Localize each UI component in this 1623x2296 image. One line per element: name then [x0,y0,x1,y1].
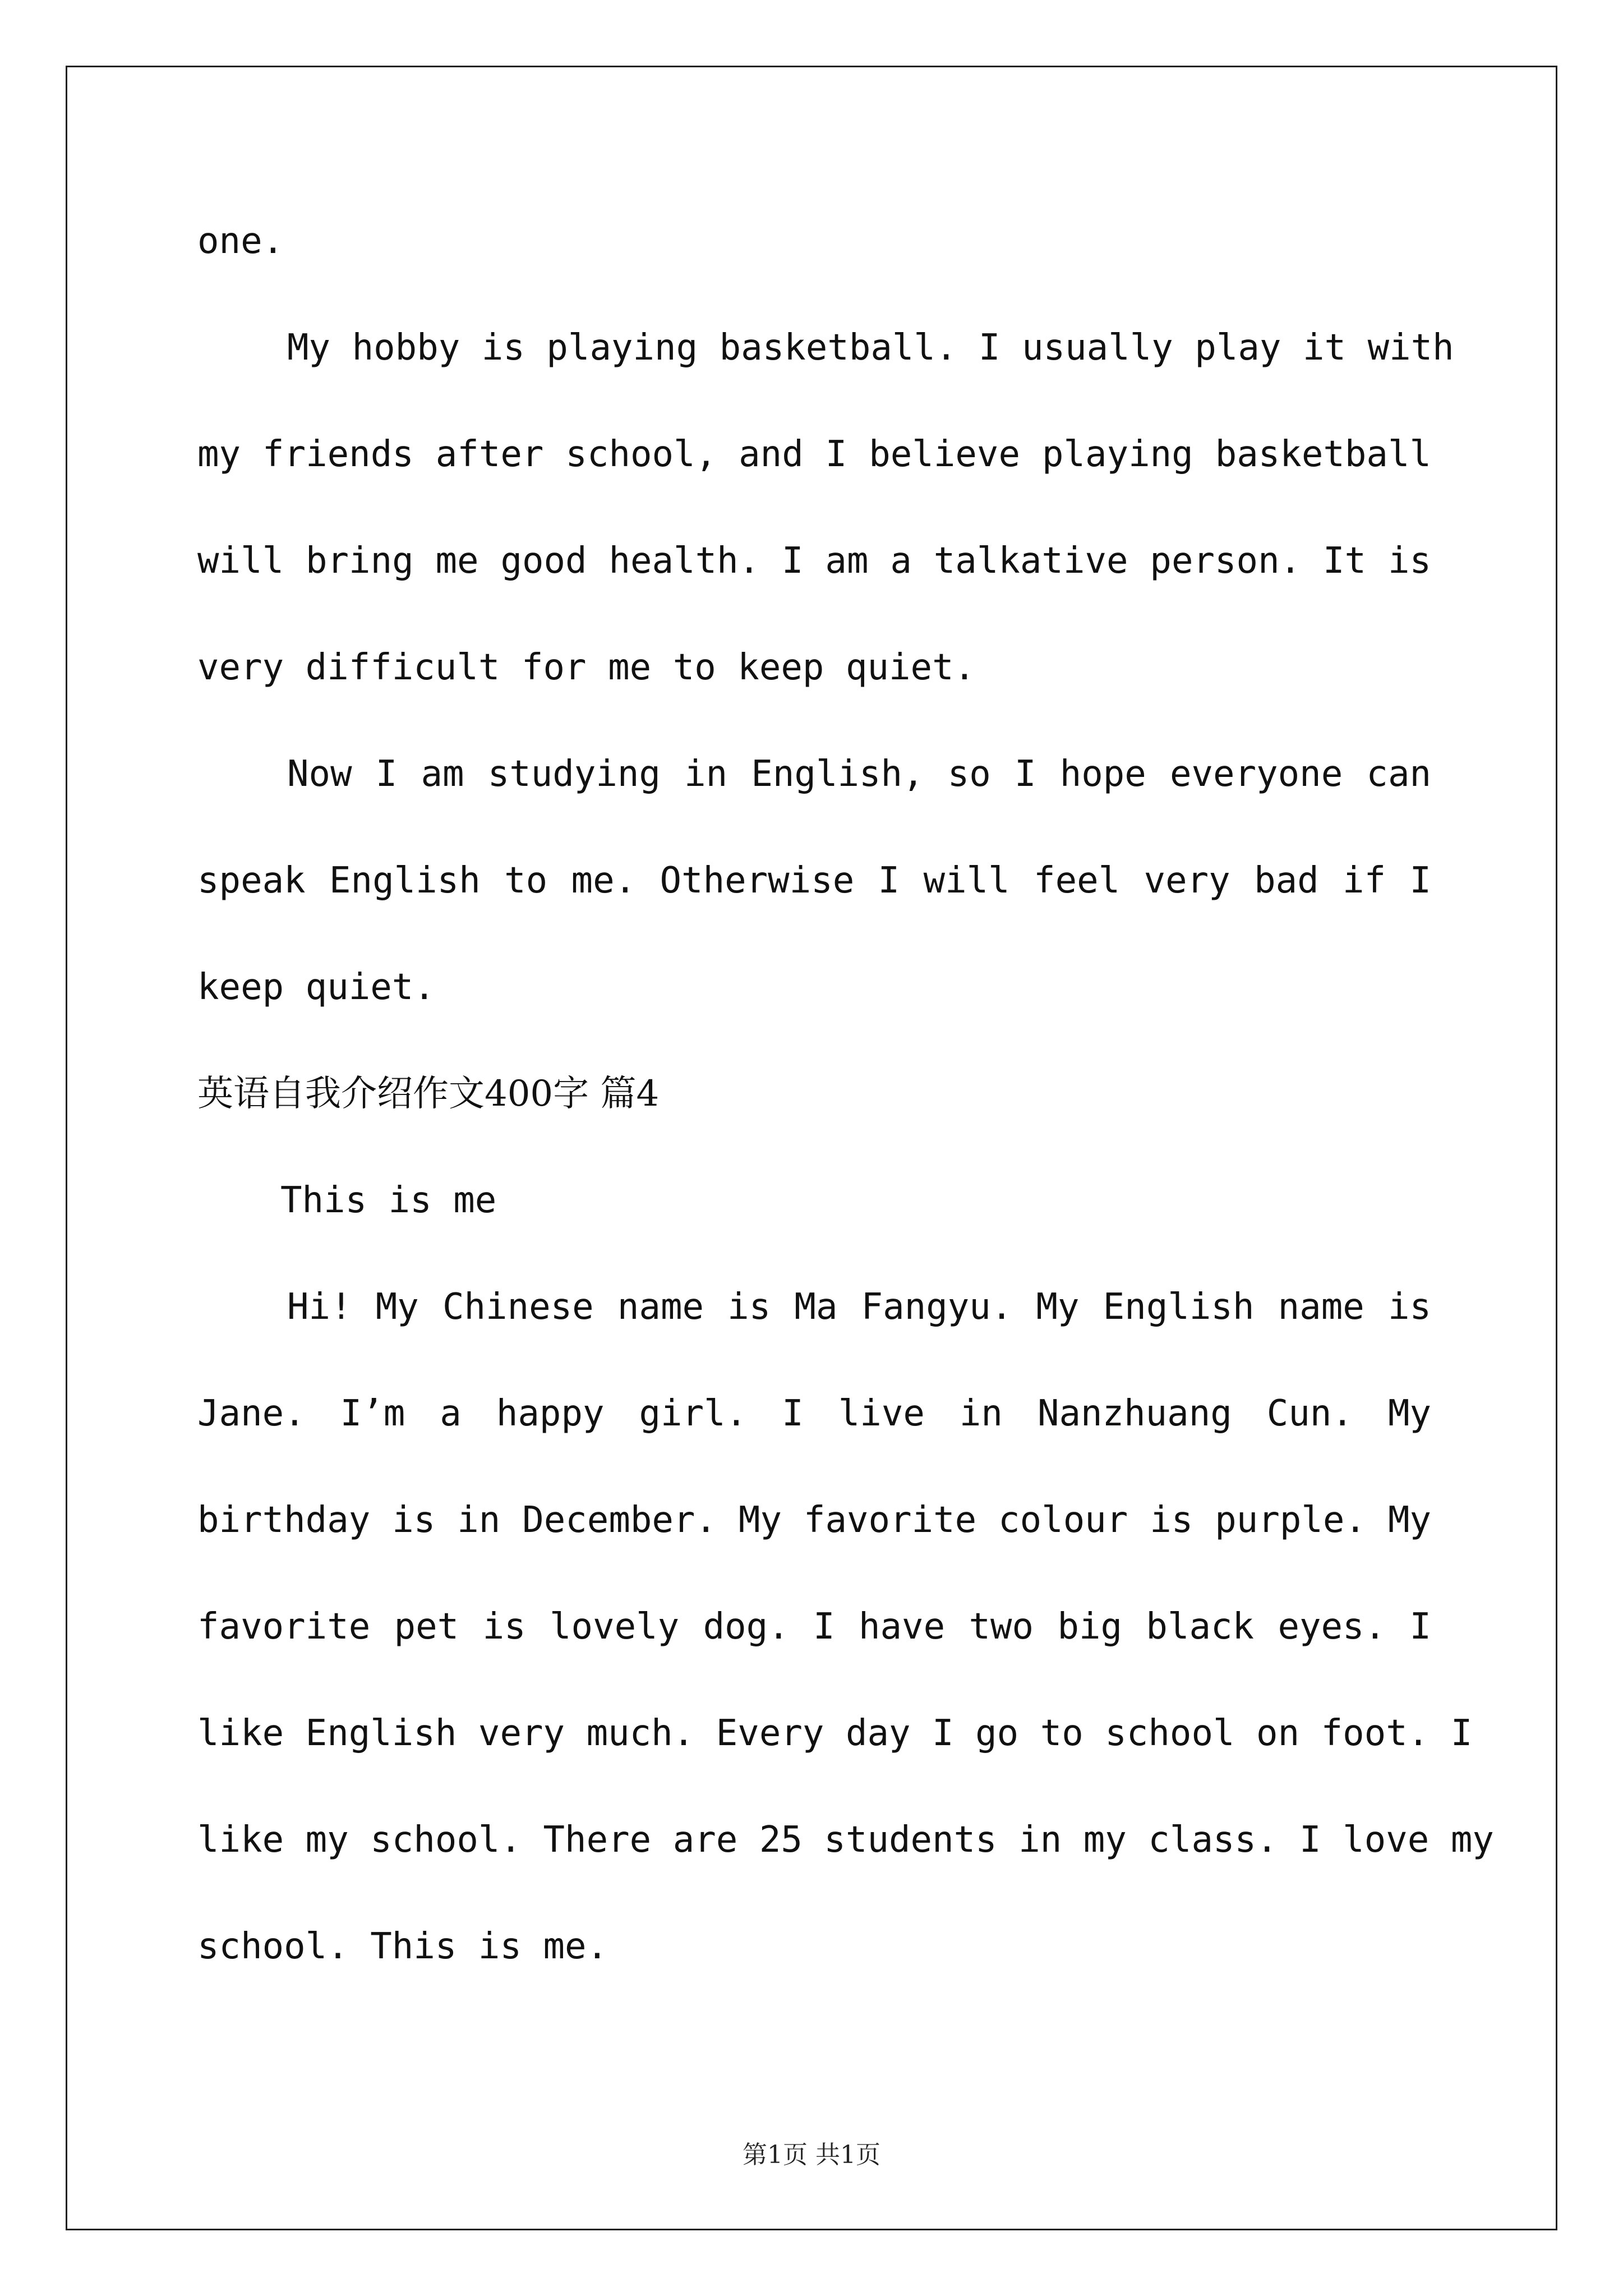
paragraph-line: very difficult for me to keep quiet. [197,647,976,688]
paragraph-line: My hobby is playing basketball. I usually play it with [287,327,1454,369]
paragraph-line: keep quiet. [197,967,435,1008]
paragraph-line: one. [197,220,284,262]
paragraph-line: birthday is in December. My favorite colour is purple. My [197,1499,1431,1541]
paragraph-line: will bring me good health. I am a talkative person. It is [197,540,1431,582]
paragraph-line: Now I am studying in English, so I hope everyone can [287,753,1431,795]
paragraph-line: like English very much. Every day I go to school on foot. I [197,1713,1473,1754]
paragraph-line: favorite pet is lovely dog. I have two big black eyes. I [197,1606,1431,1648]
paragraph-line: like my school. There are 25 students in my class. I love my [197,1819,1494,1861]
page-border [66,66,1557,2230]
paragraph-line: school. This is me. [197,1926,608,1967]
paragraph-line: my friends after school, and I believe playing basketball [197,434,1431,475]
page-number-footer: 第1页 共1页 [743,2141,880,2169]
essay-title: This is me [280,1180,497,1221]
paragraph-line: Hi! My Chinese name is Ma Fangyu. My English name is [287,1286,1431,1328]
paragraph-line: speak English to me. Otherwise I will feel very bad if I [197,860,1431,901]
section-heading: 英语自我介绍作文400字 篇4 [197,1073,660,1115]
paragraph-line: Jane. I’m a happy girl. I live in Nanzhuang Cun. My [197,1393,1431,1434]
